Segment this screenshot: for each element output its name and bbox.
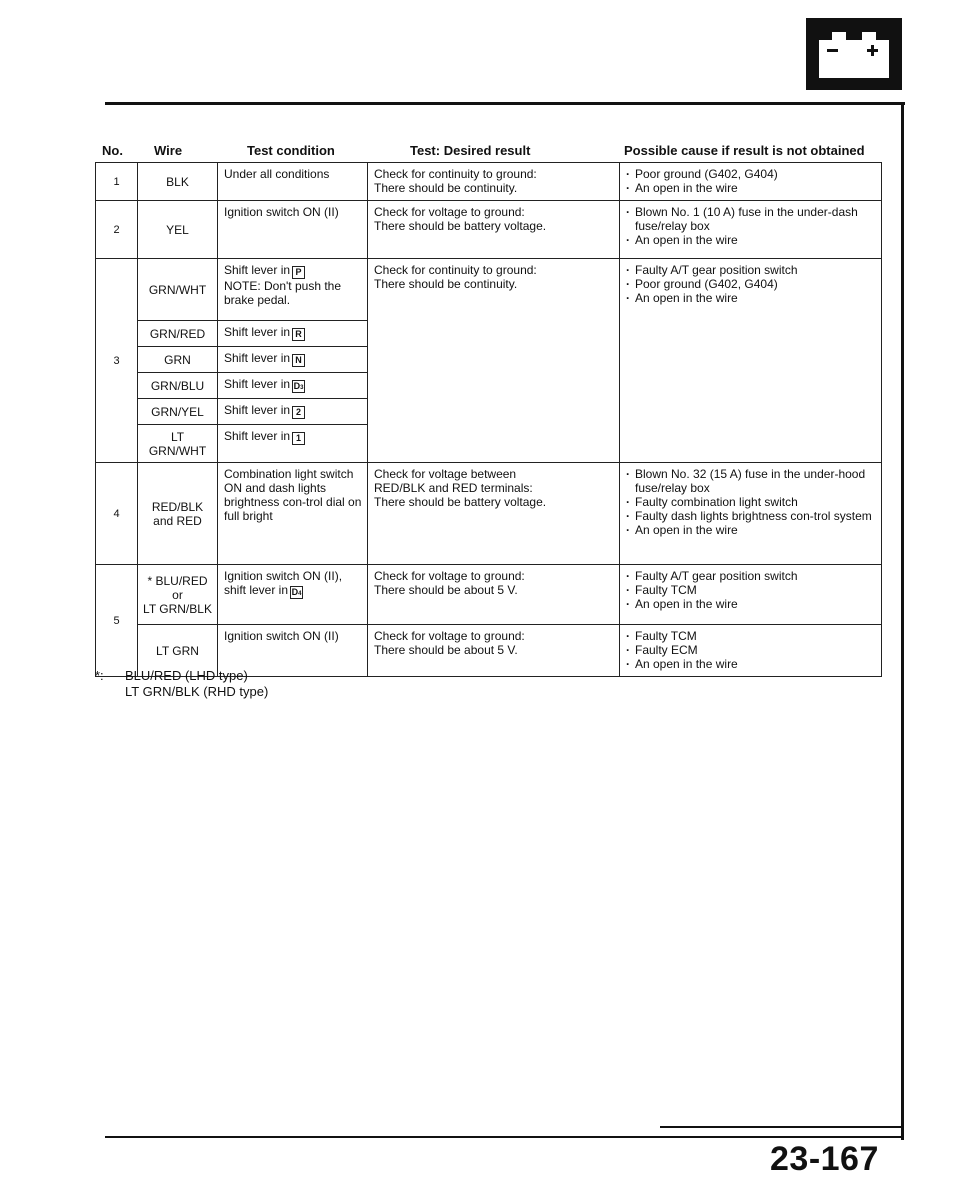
table-row [96, 201, 882, 259]
page-number: 23-167 [770, 1140, 879, 1178]
desired-result [368, 625, 620, 677]
table-row [96, 163, 882, 201]
desired-result [368, 565, 620, 625]
row-number: 4 [96, 463, 138, 565]
cause-item: · An open in the wire [626, 233, 876, 247]
footnote-line: LT GRN/BLK (RHD type) [125, 684, 269, 699]
possible-causes [620, 463, 882, 565]
wire-color-line: and RED [153, 513, 202, 528]
row-number: 2 [96, 201, 138, 259]
column-header-possible-cause: Possible cause if result is not obtained [624, 143, 865, 158]
shift-lever-text: Shift lever in [224, 351, 291, 365]
possible-causes [620, 625, 882, 677]
test-condition: Ignition switch ON (II) [218, 201, 368, 259]
test-note: NOTE: Don't push the brake pedal. [224, 279, 342, 307]
cause-item: · An open in the wire [626, 597, 876, 611]
wire-color: GRN/RED [138, 321, 218, 347]
shift-lever-text: Shift lever in [224, 325, 291, 339]
cause-item: · Faulty dash lights brightness con-trol system [626, 509, 876, 523]
result-line: Check for voltage between [374, 467, 517, 481]
wire-color: GRN/BLU [138, 373, 218, 399]
column-header-no: No. [102, 143, 123, 158]
result-line: There should be continuity. [374, 277, 518, 291]
shift-position-2-icon: 2 [292, 406, 305, 419]
desired-result [368, 259, 620, 463]
footnote-marker: *: [95, 668, 104, 683]
wire-color-line: RED/BLK [151, 499, 204, 514]
right-rule [901, 102, 904, 1140]
desired-result [368, 163, 620, 201]
cause-item: · An open in the wire [626, 181, 876, 195]
table-row [96, 259, 882, 321]
top-rule [105, 102, 905, 105]
test-condition [218, 321, 368, 347]
cause-item: · Blown No. 1 (10 A) fuse in the under-dash fuse/relay box [626, 205, 876, 233]
result-line: Check for continuity to ground: [374, 167, 537, 181]
test-condition [218, 373, 368, 399]
row-number: 5 [96, 565, 138, 677]
wire-color-line: * BLU/RED [147, 573, 208, 588]
test-condition [218, 425, 368, 463]
test-condition: Under all conditions [218, 163, 368, 201]
wire-color: BLK [138, 163, 218, 201]
cause-item: · Faulty combination light switch [626, 495, 876, 509]
result-line: Check for voltage to ground: [374, 629, 525, 643]
wire-test-table [95, 162, 882, 677]
bottom-rule [105, 1136, 904, 1138]
result-line: There should be battery voltage. [374, 495, 547, 509]
wire-color [138, 565, 218, 625]
test-condition [218, 565, 368, 625]
wire-color-line: or [172, 587, 183, 602]
row-number: 3 [96, 259, 138, 463]
cause-item: · Faulty TCM [626, 583, 876, 597]
row-number: 1 [96, 163, 138, 201]
result-line: RED/BLK and RED terminals: [374, 481, 533, 495]
shift-position-d4-icon: D4 [291, 587, 302, 597]
cause-item: · Faulty A/T gear position switch [626, 263, 876, 277]
battery-icon [806, 18, 902, 90]
column-header-desired-result: Test: Desired result [410, 143, 531, 158]
shift-position-p-icon: P [292, 266, 305, 279]
possible-causes [620, 163, 882, 201]
cause-item: · Faulty A/T gear position switch [626, 569, 876, 583]
wire-color-line: LT GRN/BLK [143, 601, 212, 616]
cause-item: · Poor ground (G402, G404) [626, 277, 876, 291]
shift-position-r-icon: R [292, 328, 305, 341]
condition-line: Ignition switch ON (II), [224, 569, 343, 583]
shift-lever-text: Shift lever in [224, 403, 291, 417]
footnote [95, 668, 268, 700]
cause-item: · An open in the wire [626, 523, 876, 537]
column-header-wire: Wire [154, 143, 183, 158]
wire-color-line: GRN/WHT [148, 443, 207, 458]
wire-color: LT GRN [138, 625, 218, 677]
shift-position-d3-icon: D3 [293, 381, 304, 391]
wire-color [138, 463, 218, 565]
wire-color: YEL [138, 201, 218, 259]
wire-color: GRN [138, 347, 218, 373]
test-condition [218, 259, 368, 321]
result-line: There should be battery voltage. [374, 219, 547, 233]
wire-color-line: LT [170, 429, 185, 444]
test-condition [218, 399, 368, 425]
shift-lever-text: shift lever in [224, 583, 289, 597]
cause-item: · Poor ground (G402, G404) [626, 167, 876, 181]
column-header-test-condition: Test condition [247, 143, 335, 158]
result-line: There should be continuity. [374, 181, 518, 195]
cause-item: · An open in the wire [626, 291, 876, 305]
bottom-rule-short [660, 1126, 902, 1128]
cause-item: · Faulty ECM [626, 643, 876, 657]
wire-color [138, 425, 218, 463]
possible-causes [620, 259, 882, 463]
test-condition [218, 347, 368, 373]
cause-item: · An open in the wire [626, 657, 876, 671]
desired-result [368, 201, 620, 259]
desired-result [368, 463, 620, 565]
result-line: Check for voltage to ground: [374, 569, 525, 583]
test-condition: Combination light switch ON and dash lights brightness con-trol dial on full bright [218, 463, 368, 565]
result-line: There should be about 5 V. [374, 583, 518, 597]
shift-lever-text: Shift lever in [224, 429, 291, 443]
possible-causes [620, 201, 882, 259]
shift-position-1-icon: 1 [292, 432, 305, 445]
possible-causes [620, 565, 882, 625]
footnote-line: BLU/RED (LHD type) [125, 668, 248, 683]
shift-lever-text: Shift lever in [224, 263, 291, 277]
result-line: There should be about 5 V. [374, 643, 518, 657]
shift-position-n-icon: N [292, 354, 305, 367]
table-row [96, 565, 882, 625]
table-row [96, 463, 882, 565]
cause-item: · Faulty TCM [626, 629, 876, 643]
result-line: Check for voltage to ground: [374, 205, 525, 219]
test-condition: Ignition switch ON (II) [218, 625, 368, 677]
result-line: Check for continuity to ground: [374, 263, 537, 277]
wire-color: GRN/WHT [138, 259, 218, 321]
wire-color: GRN/YEL [138, 399, 218, 425]
shift-lever-text: Shift lever in [224, 377, 291, 391]
cause-item: · Blown No. 32 (15 A) fuse in the under-hood fuse/relay box [626, 467, 876, 495]
